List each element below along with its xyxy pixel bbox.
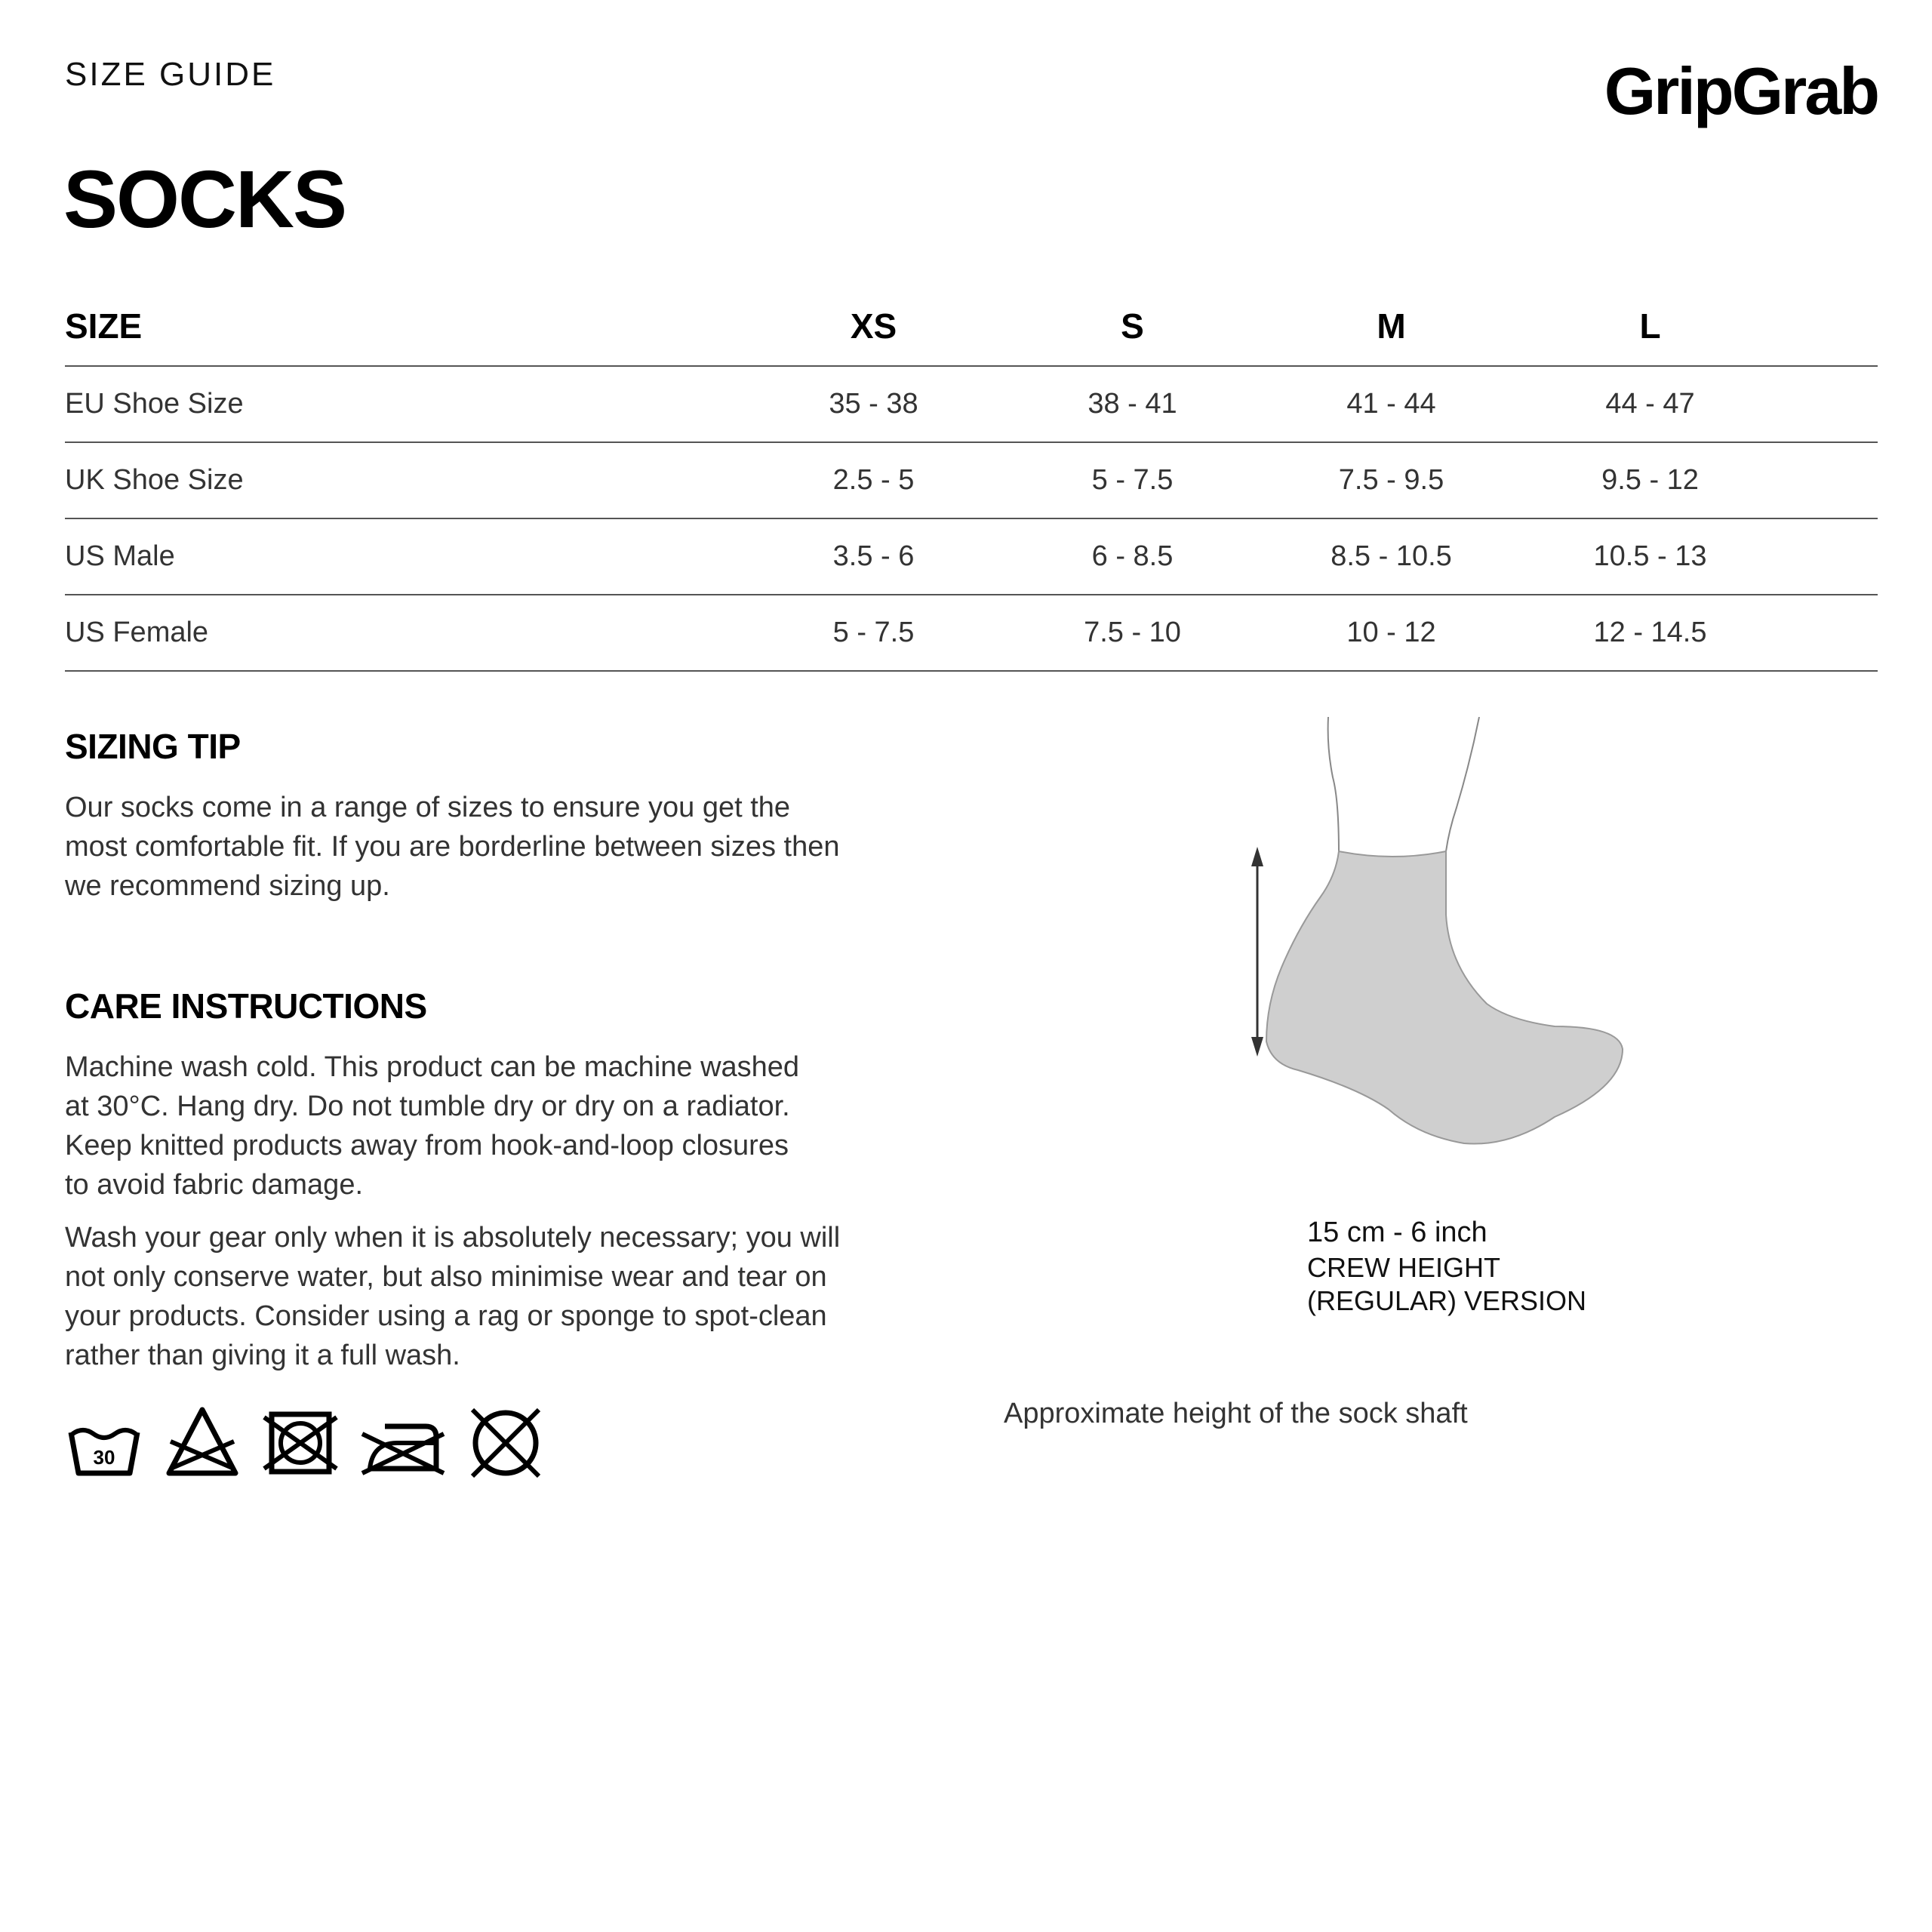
gripgrab-logo: GripGrab [1604,54,1878,128]
table-spacer [1780,287,1878,366]
row-label: US Female [65,595,744,671]
care-line: rather than giving it a full wash. [65,1340,460,1371]
size-header: SIZE [65,287,744,366]
page-title: SOCKS [63,153,346,245]
table-cell: 3.5 - 6 [744,518,1003,595]
crew-height-label [1307,1251,1586,1318]
table-cell: 5 - 7.5 [1003,442,1262,518]
row-label: EU Shoe Size [65,366,744,442]
no-bleach-icon [163,1404,242,1482]
table-row [65,595,1878,671]
table-cell: 38 - 41 [1003,366,1262,442]
wash-30-icon [65,1404,143,1482]
sizing-tip-heading: SIZING TIP [65,727,241,766]
care-line: Wash your gear only when it is absolutely necessary; you will [65,1222,841,1254]
table-cell: 9.5 - 12 [1521,442,1780,518]
care-paragraph-2 [65,1218,955,1375]
table-cell: 10.5 - 13 [1521,518,1780,595]
sizing-tip-line: most comfortable fit. If you are borderline between sizes then [65,831,840,863]
sizing-tip-line: Our socks come in a range of sizes to ensure you get the [65,792,791,823]
table-cell: 6 - 8.5 [1003,518,1262,595]
no-dry-clean-icon [466,1404,545,1482]
table-spacer [1780,595,1878,671]
size-guide-label: SIZE GUIDE [65,56,276,93]
table-cell: 7.5 - 10 [1003,595,1262,671]
care-symbols [65,1404,545,1482]
leg-outline-right [1446,717,1479,851]
care-line: Machine wash cold. This product can be machine washed [65,1051,800,1083]
sock-shape [1266,851,1623,1144]
care-line: to avoid fabric damage. [65,1169,364,1201]
row-label: US Male [65,518,744,595]
size-column-l: L [1521,287,1780,366]
care-line: your products. Consider using a rag or sponge to spot-clean [65,1300,827,1332]
sock-shaft-caption: Approximate height of the sock shaft [1004,1398,1468,1429]
crew-label-line-2: (REGULAR) VERSION [1307,1285,1587,1316]
leg-outline-left [1328,717,1339,853]
table-cell: 7.5 - 9.5 [1262,442,1521,518]
table-spacer [1780,518,1878,595]
table-cell: 8.5 - 10.5 [1262,518,1521,595]
table-cell: 41 - 44 [1262,366,1521,442]
arrow-up-icon [1251,847,1263,866]
care-line: Keep knitted products away from hook-and-loop closures [65,1130,789,1161]
table-spacer [1780,442,1878,518]
sock-illustration [1238,717,1660,1200]
table-row [65,518,1878,595]
table-cell: 44 - 47 [1521,366,1780,442]
row-label: UK Shoe Size [65,442,744,518]
table-row [65,366,1878,442]
no-tumble-dry-icon [261,1404,340,1482]
care-paragraph-1 [65,1048,955,1204]
size-column-s: S [1003,287,1262,366]
sizing-tip-text [65,788,955,906]
arrow-down-icon [1251,1037,1263,1057]
crew-label-line-1: CREW HEIGHT [1307,1252,1500,1283]
wash-temperature: 30 [93,1446,115,1469]
table-header-row [65,287,1878,366]
size-chart-table [65,287,1878,672]
table-cell: 12 - 14.5 [1521,595,1780,671]
table-cell: 5 - 7.5 [744,595,1003,671]
care-line: not only conserve water, but also minimise wear and tear on [65,1261,827,1293]
care-instructions-heading: CARE INSTRUCTIONS [65,986,427,1026]
table-cell: 2.5 - 5 [744,442,1003,518]
sizing-tip-line: we recommend sizing up. [65,870,390,902]
table-cell: 35 - 38 [744,366,1003,442]
size-column-m: M [1262,287,1521,366]
care-line: at 30°C. Hang dry. Do not tumble dry or dry on a radiator. [65,1091,790,1122]
crew-height-range: 15 cm - 6 inch [1307,1217,1487,1248]
table-row [65,442,1878,518]
size-column-xs: XS [744,287,1003,366]
table-spacer [1780,366,1878,442]
no-iron-icon [359,1404,447,1482]
table-cell: 10 - 12 [1262,595,1521,671]
